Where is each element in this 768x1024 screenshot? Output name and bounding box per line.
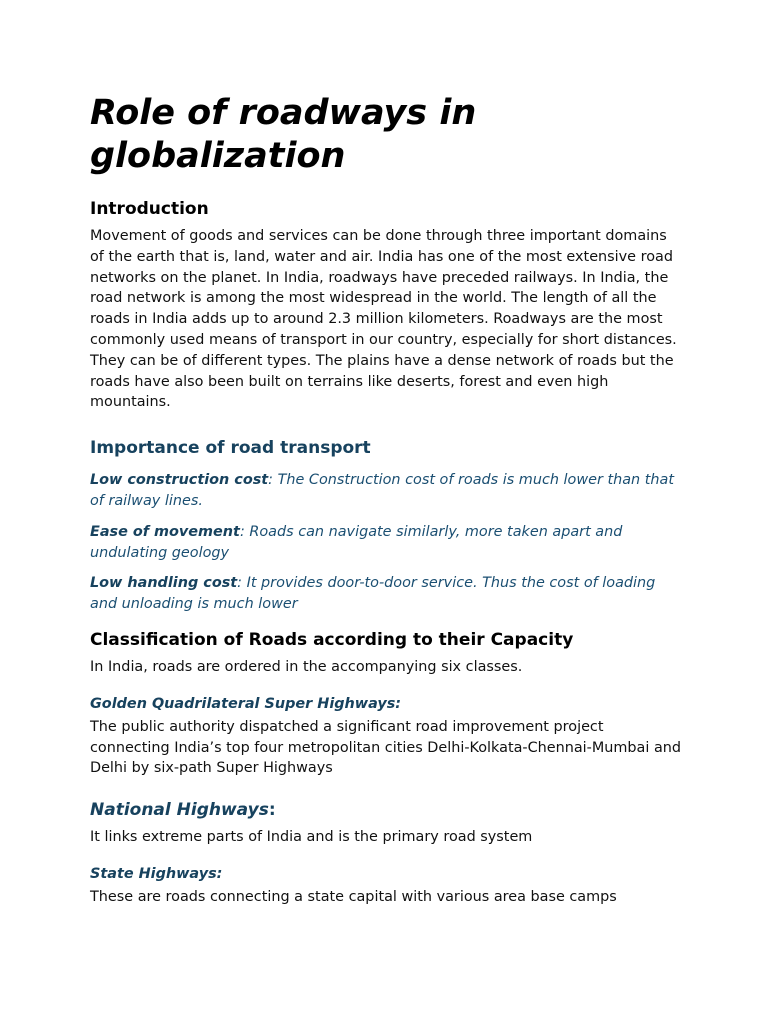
- introduction-heading: Introduction: [90, 199, 209, 219]
- national-highways-paragraph: It links extreme parts of India and is the primary road system: [90, 829, 533, 846]
- point-text: : Roads can navigate similarly, more taken apart and undulating geology: [90, 523, 623, 561]
- state-highways-heading: State Highways:: [90, 865, 223, 882]
- point-term: Ease of movement: [90, 523, 240, 540]
- national-highways-heading-text: National Highways: [90, 800, 269, 821]
- classification-heading: Classification of Roads according to their Capacity: [90, 629, 574, 650]
- national-highways-heading: [90, 799, 682, 821]
- golden-quadrilateral-paragraph: The public authority dispatched a significant road improvement project connecting India’s top four metropolitan cities Delhi-Kolkata-Chennai-Mumbai and Delhi by six-path Super Highways: [90, 718, 682, 777]
- introduction-paragraph: Movement of goods and services can be done through three important domains of the earth that is, land, water and air. India has one of the most extensive road networks on the planet. In India, roadways have preceded railways. In India, the road network is among the most widespread in the world. The length of all the roads in India adds up to around 2.3 million kilometers. Roadways are the most commonly used means of transport in our country, especially for short distances. They can be of different types. The plains have a dense network of roads but the roads have also been built on terrains like deserts, forest and even high mountains.: [90, 228, 677, 411]
- classification-paragraph: In India, roads are ordered in the accompanying six classes.: [90, 658, 523, 675]
- point-term: Low construction cost: [90, 472, 269, 489]
- document-content: [90, 92, 682, 908]
- point-text: : The Construction cost of roads is much lower than that of railway lines.: [90, 472, 674, 509]
- importance-point-handling-cost: [90, 573, 682, 615]
- golden-quadrilateral-heading: Golden Quadrilateral Super Highways:: [90, 695, 402, 712]
- point-term: Low handling cost: [90, 575, 238, 592]
- point-text: : It provides door-to-door service. Thus the cost of loading and unloading is much lower: [90, 575, 656, 613]
- national-highways-heading-colon: :: [268, 800, 276, 821]
- importance-point-ease-of-movement: [90, 522, 682, 564]
- document-title: Role of roadways in globalization: [90, 93, 477, 176]
- state-highways-paragraph: These are roads connecting a state capital with various area base camps: [90, 888, 617, 905]
- importance-heading: Importance of road transport: [90, 438, 371, 459]
- importance-point-construction-cost: [90, 470, 682, 512]
